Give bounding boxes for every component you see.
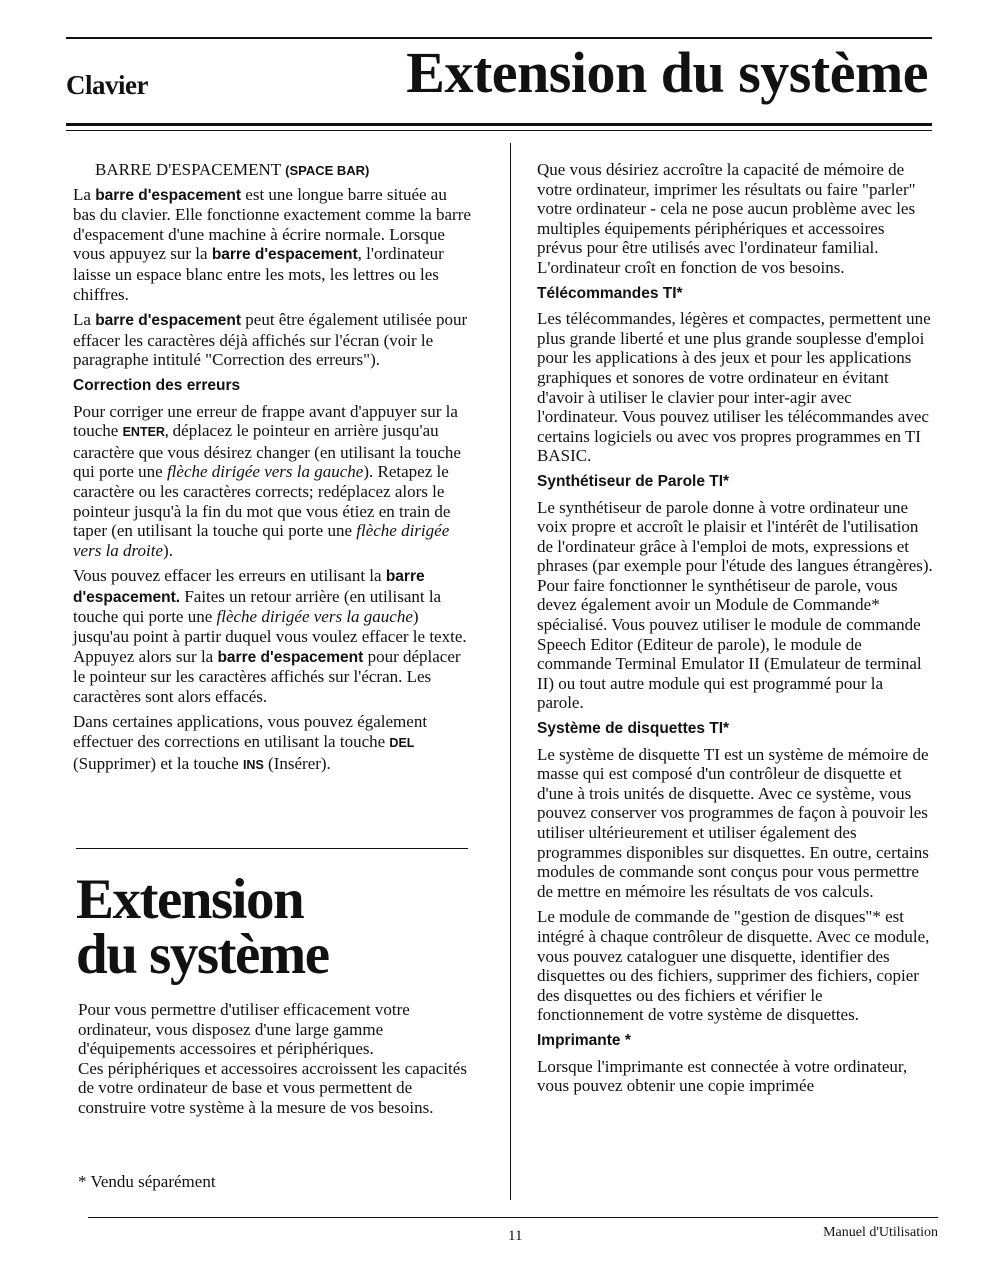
- left-column: [73, 160, 473, 781]
- joystick-heading: Télécommandes TI*: [537, 284, 683, 302]
- header-rule-thin: [66, 130, 932, 131]
- footnote: * Vendu séparément: [78, 1172, 216, 1191]
- paragraph: Ces périphériques et accessoires accroissent les capacités de votre ordinateur de base et vous permettent de construire votre système à la mesure de vos besoins.: [78, 1058, 467, 1117]
- paragraph: Pour corriger une erreur de frappe avant d'appuyer sur la touche ENTER, déplacez le pointeur en arrière jusqu'au caractère que vous désirez changer (en utilisant la touche qui porte une flèche dirigée vers la gauche). Retapez le caractère ou les caractères corrects; redéplacez alors le pointeur jusqu'à la fin du mot que vous étiez en train de taper (en utilisant la touche qui porte une flèche dirigée vers la droite).: [73, 401, 461, 560]
- printer-heading: Imprimante *: [537, 1031, 631, 1049]
- section-title: Extension du système: [76, 868, 329, 986]
- section-label: Clavier: [66, 70, 148, 100]
- right-column: [537, 160, 933, 1102]
- paragraph: La barre d'espacement est une longue barre située au bas du clavier. Elle fonctionne exactement comme la barre d'espacement d'une machine à écrire normale. Lorsque vous appuyez sur la barre d'espacement, l'ordinateur laisse un espace blanc entre les mots, les lettres ou les chiffres.: [73, 184, 471, 304]
- space-bar-heading: BARRE D'ESPACEMENT (SPACE BAR): [95, 160, 370, 179]
- paragraph: Le synthétiseur de parole donne à votre ordinateur une voix propre et accroît le plaisir et l'intérêt de l'utilisation de l'ordinateur grâce à l'emploi de mots, expressions et phrases (par exemple pour l'étude des langues étrangères). Pour faire fonctionner le synthétiseur de parole, vous devez également avoir un Module de Commande* spécialisé. Vous pouvez utiliser le module de commande Speech Editor (Editeur de parole), le module de commande Terminal Emulator II (Emulateur de terminal II) ou tout autre module qui est programmé pour la parole.: [537, 497, 933, 713]
- paragraph: Vous pouvez effacer les erreurs en utilisant la barre d'espacement. Faites un retour arrière (en utilisant la touche qui porte une flèche dirigée vers la gauche) jusqu'au point à partir duquel vous voulez effacer le texte. Appuyez alors sur la barre d'espacement pour déplacer le pointeur sur les caractères affichés sur l'écran. Les caractères sont alors effacés.: [73, 566, 467, 706]
- footer-rule: [88, 1217, 938, 1218]
- paragraph: Que vous désiriez accroître la capacité de mémoire de votre ordinateur, imprimer les résultats ou faire "parler" votre ordinateur - cela ne pose aucun problème avec les multiples équipements périphériques et accessoires prévus pour être utilisés avec l'ordinateur familial. L'ordinateur croît en fonction de vos besoins.: [537, 160, 916, 277]
- intro-text: [78, 1000, 478, 1118]
- paragraph: Pour vous permettre d'utiliser efficacement votre ordinateur, vous disposez d'une large gamme d'équipements accessoires et périphériques.: [78, 1000, 410, 1059]
- speech-heading: Synthétiseur de Parole TI*: [537, 472, 730, 490]
- section-rule: [76, 848, 468, 849]
- paragraph: Lorsque l'imprimante est connectée à votre ordinateur, vous pouvez obtenir une copie imprimée: [537, 1056, 908, 1096]
- paragraph: Le système de disquette TI est un système de mémoire de masse qui est composé d'un contrôleur de disquette et d'une à trois unités de disquette. Avec ce système, vous pouvez conserver vos programmes de façon à pouvoir les utiliser ultérieurement et utiliser également des programmes disponibles sur disquettes. En outre, certains modules de commande sont conçus pour vous permettre de mettre en mémoire les résultats de vos calculs.: [537, 744, 929, 901]
- manual-label: Manuel d'Utilisation: [823, 1225, 938, 1240]
- disk-heading: Système de disquettes TI*: [537, 720, 730, 738]
- column-divider: [510, 143, 511, 1200]
- header-rule-thick: [66, 123, 932, 126]
- paragraph: Le module de commande de "gestion de disques"* est intégré à chaque contrôleur de disquette. Avec ce module, vous pouvez cataloguer une disquette, identifier des disquettes ou des fichiers, supprimer des fichiers, copier des disquettes ou des fichiers et vérifier le fonctionnement de votre système de disquettes.: [537, 907, 930, 1025]
- page-number: 11: [508, 1228, 523, 1244]
- top-rule: [66, 37, 932, 39]
- paragraph: Dans certaines applications, vous pouvez également effectuer des corrections en utilisant la touche DEL (Supprimer) et la touche INS (Insérer).: [73, 712, 428, 773]
- paragraph: Les télécommandes, légères et compactes, permettent une plus grande liberté et une plus grande souplesse d'emploi pour les applications à des jeux et pour les applications graphiques et sonores de votre ordinateur en évitant d'avoir à utiliser le clavier pour inter-agir avec l'ordinateur. Vous pouvez utiliser les télécommandes avec certains logiciels ou avec vos propres programmes en TI BASIC.: [537, 309, 931, 466]
- page-title: Extension du système: [406, 40, 928, 105]
- correction-heading: Correction des erreurs: [73, 376, 241, 394]
- paragraph: La barre d'espacement peut être également utilisée pour effacer les caractères déjà affichés sur l'écran (voir le paragraphe intitulé "Correction des erreurs").: [73, 310, 468, 370]
